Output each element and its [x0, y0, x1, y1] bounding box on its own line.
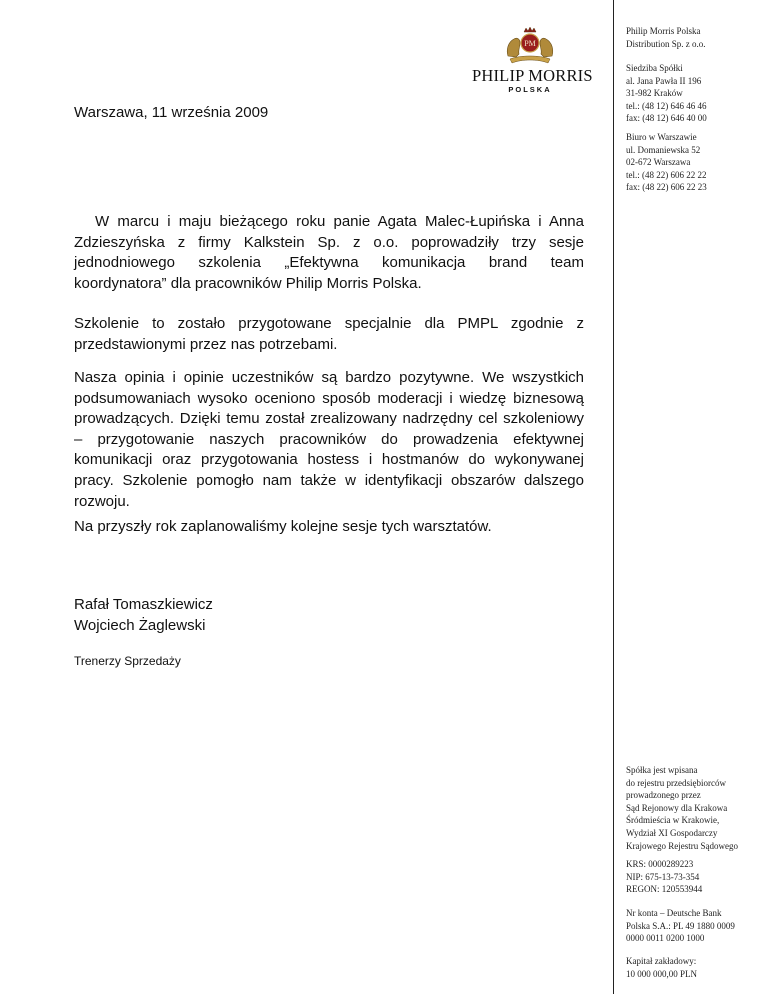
seat-address-block [626, 62, 707, 125]
letter-paragraph: W marcu i maju bieżącego roku panie Agata Malec-Łupińska i Anna Zdzieszyńska z firmy Kalkstein Sp. z o.o. poprowadziły trzy sesje jednodniowego szkolenia „Efektywna komunikacja brand team koordynatora” dla pracowników Philip Morris Polska. [74, 213, 584, 292]
registry-line: Śródmieścia w Krakowie, [626, 815, 720, 826]
philip-morris-logo [472, 26, 593, 96]
letter-paragraph: Na przyszły rok zaplanowaliśmy kolejne sesje tych warsztatów. [74, 518, 492, 535]
id-line: NIP: 675-13-73-354 [626, 871, 700, 882]
capital-line: Kapitał zakładowy: [626, 956, 697, 966]
registry-block [626, 764, 738, 852]
registry-line: Wydział XI Gospodarczy [626, 827, 718, 838]
seat-line: fax: (48 12) 646 40 00 [626, 113, 707, 124]
seat-line: Siedziba Spółki [626, 63, 683, 73]
registry-line: do rejestru przedsiębiorców [626, 777, 726, 788]
warsaw-office-block [626, 131, 707, 194]
registry-line: prowadzonego przez [626, 790, 701, 801]
registry-line: Krajowego Rejestru Sądowego [626, 840, 738, 851]
registry-line: Sąd Rejonowy dla Krakowa [626, 802, 728, 813]
warsaw-line: ul. Domaniewska 52 [626, 144, 701, 155]
crest-monogram: PM [524, 39, 536, 48]
letter-paragraph: Nasza opinia i opinie uczestników są bardzo pozytywne. We wszystkich podsumowaniach wysoko oceniono sposób moderacji i wiedzę biznesową prowadzących. Dzięki temu został zrealizowany nadrzędny cel szkoleniowy – przygotowanie naszych pracowników do prowadzenia efektywnej komunikacji oraz przygotowania hostess i hostmanów do wykonywanej pracy. Szkolenie pomogło nam także w identyfikacji obszarów dalszego rozwoju. [74, 369, 584, 510]
seat-line: al. Jana Pawła II 196 [626, 75, 702, 86]
vertical-divider [613, 0, 614, 994]
letter-date: Warszawa, 11 września 2009 [74, 104, 269, 121]
crest-icon [502, 26, 558, 66]
share-capital-block [626, 955, 697, 980]
signatory-name: Wojciech Żaglewski [74, 617, 206, 634]
warsaw-line: fax: (48 22) 606 22 23 [626, 182, 707, 193]
company-name-block [626, 25, 706, 50]
capital-line: 10 000 000,00 PLN [626, 968, 698, 979]
company-line: Distribution Sp. z o.o. [626, 38, 706, 49]
bank-account-block [626, 907, 735, 945]
seat-line: 31-982 Kraków [626, 88, 683, 99]
bank-line: Polska S.A.: PL 49 1880 0009 [626, 920, 735, 931]
warsaw-line: Biuro w Warszawie [626, 132, 697, 142]
bank-line: Nr konta – Deutsche Bank [626, 908, 722, 918]
id-line: REGON: 120553944 [626, 884, 703, 895]
bank-line: 0000 0011 0200 1000 [626, 933, 705, 944]
letter-paragraph: Szkolenie to zostało przygotowane specjalnie dla PMPL zgodnie z przedstawionymi przez nas potrzebami. [74, 315, 584, 353]
logo-brand-text: PHILIP MORRIS [472, 66, 593, 85]
signatory-role: Trenerzy Sprzedaży [74, 654, 181, 668]
signatory-name: Rafał Tomaszkiewicz [74, 596, 213, 613]
seat-line: tel.: (48 12) 646 46 46 [626, 100, 707, 111]
logo-sub-text: POLSKA [508, 85, 552, 94]
warsaw-line: 02-672 Warszawa [626, 157, 691, 168]
id-line: KRS: 0000289223 [626, 859, 694, 869]
company-ids-block [626, 858, 702, 896]
registry-line: Spółka jest wpisana [626, 765, 698, 775]
company-line: Philip Morris Polska [626, 26, 701, 36]
warsaw-line: tel.: (48 22) 606 22 22 [626, 169, 707, 180]
